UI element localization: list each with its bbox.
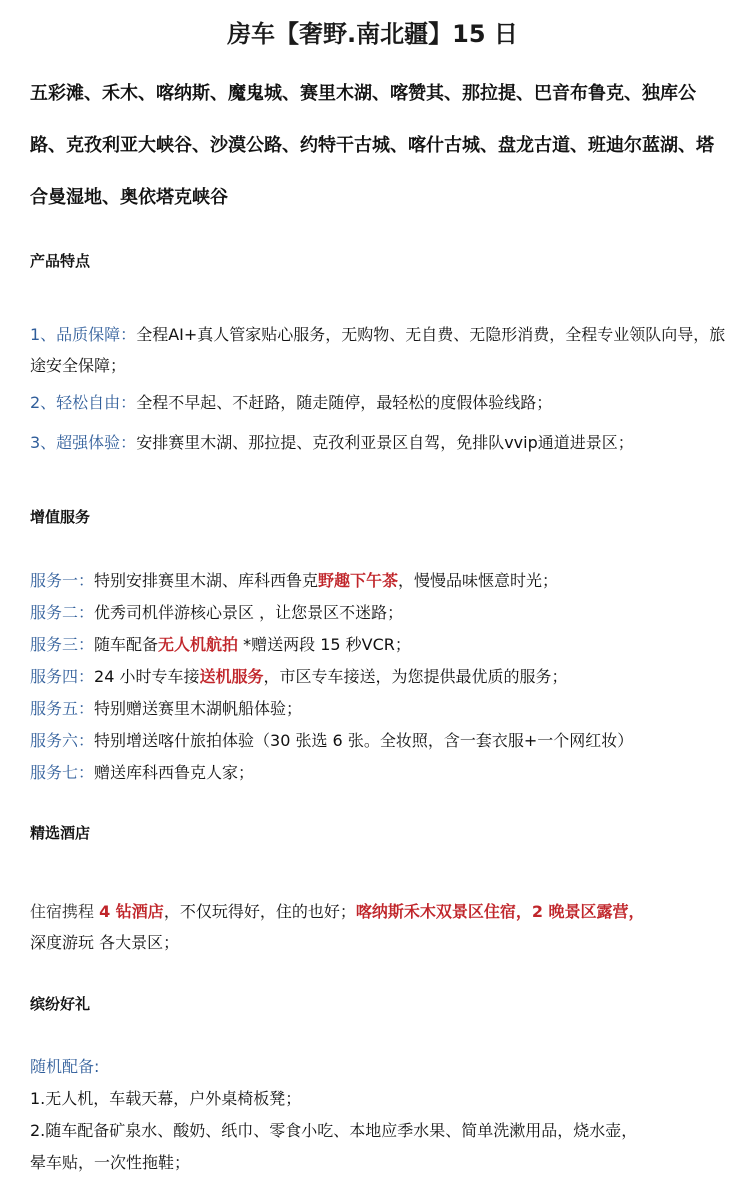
feature-label: 2、轻松自由： bbox=[30, 393, 137, 412]
gifts-label: 随机配备: bbox=[30, 1057, 100, 1076]
service-item-4 bbox=[30, 661, 730, 692]
service-text: 24 小时专车接 bbox=[94, 667, 200, 686]
service-text: 特别增送喀什旅拍体验（30 张选 6 张。全妆照，含一套衣服+一个网红妆） bbox=[94, 731, 634, 750]
service-text-tail: ，慢慢品味惬意时光； bbox=[398, 571, 559, 590]
service-label: 服务六： bbox=[30, 731, 95, 750]
service-highlight: 送机服务 bbox=[199, 667, 264, 686]
service-text: 赠送库科西鲁克人家； bbox=[94, 763, 255, 782]
service-item-2 bbox=[30, 597, 730, 628]
feature-item-2 bbox=[30, 387, 730, 418]
service-label: 服务一： bbox=[30, 571, 95, 590]
hotel-text-mid: ，不仅玩得好，住的也好； bbox=[163, 902, 356, 921]
service-label: 服务七： bbox=[30, 763, 95, 782]
page-title: 房车【奢野.南北疆】15 日 bbox=[227, 20, 518, 48]
service-text: 随车配备 bbox=[94, 635, 159, 654]
service-item-5 bbox=[30, 693, 730, 724]
route-list: 五彩滩、禾木、喀纳斯、魔鬼城、赛里木湖、喀赞其、那拉提、巴音布鲁克、独库公路、克孜利亚大峡谷、沙漠公路、约特干古城、喀什古城、盘龙古道、班迪尔蓝湖、塔合曼湿地、奥依塔克峡谷 bbox=[30, 83, 714, 208]
service-text: 特别安排赛里木湖、库科西鲁克 bbox=[94, 571, 319, 590]
service-label: 服务三： bbox=[30, 635, 95, 654]
service-text: 特别赠送赛里木湖帆船体验； bbox=[94, 699, 303, 718]
service-text-tail: ，市区专车接送，为您提供最优质的服务； bbox=[263, 667, 568, 686]
feature-label: 3、超强体验： bbox=[30, 433, 137, 452]
service-item-3 bbox=[30, 629, 730, 660]
feature-item-3 bbox=[30, 427, 730, 458]
services-heading: 增值服务 bbox=[30, 508, 91, 526]
service-highlight: 野趣下午茶 bbox=[318, 571, 399, 590]
feature-text: 全程AI+真人管家贴心服务，无购物、无自费、无隐形消费，全程专业领队向导，旅途安全保障； bbox=[30, 325, 726, 375]
gifts-heading: 缤纷好礼 bbox=[30, 995, 91, 1013]
service-item-6 bbox=[30, 725, 730, 756]
feature-item-1 bbox=[30, 319, 730, 381]
gift-item-2: 2.随车配备矿泉水、酸奶、纸巾、零食小吃、本地应季水果、简单洗漱用品，烧水壶， bbox=[30, 1121, 638, 1140]
feature-text: 安排赛里木湖、那拉提、克孜利亚景区自驾，免排队vvip通道进景区； bbox=[136, 433, 634, 452]
service-highlight: 无人机航拍 bbox=[158, 635, 239, 654]
feature-label: 1、品质保障： bbox=[30, 325, 137, 344]
service-text: 优秀司机伴游核心景区 ，让您景区不迷路； bbox=[94, 603, 404, 622]
hotel-highlight: 4 钻酒店 bbox=[99, 902, 164, 921]
service-item-1 bbox=[30, 565, 730, 596]
feature-text: 全程不早起、不赶路，随走随停，最轻松的度假体验线路； bbox=[136, 393, 553, 412]
service-label: 服务四： bbox=[30, 667, 95, 686]
hotel-line-2: 深度游玩 各大景区； bbox=[30, 933, 180, 952]
hotel-highlight: 喀纳斯禾木双景区住宿，2 晚景区露营， bbox=[355, 902, 645, 921]
hotel-text: 住宿携程 bbox=[30, 902, 100, 921]
service-label: 服务五： bbox=[30, 699, 95, 718]
hotels-heading: 精选酒店 bbox=[30, 824, 91, 842]
hotel-line-1 bbox=[30, 896, 730, 927]
gift-item-2-cont: 晕车贴，一次性拖鞋； bbox=[30, 1153, 191, 1172]
service-text-tail: *赠送两段 15 秒VCR； bbox=[238, 635, 411, 654]
service-item-7 bbox=[30, 757, 730, 788]
service-label: 服务二： bbox=[30, 603, 95, 622]
gift-item-1: 1.无人机，车载天幕，户外桌椅板凳； bbox=[30, 1089, 302, 1108]
features-heading: 产品特点 bbox=[30, 252, 91, 270]
